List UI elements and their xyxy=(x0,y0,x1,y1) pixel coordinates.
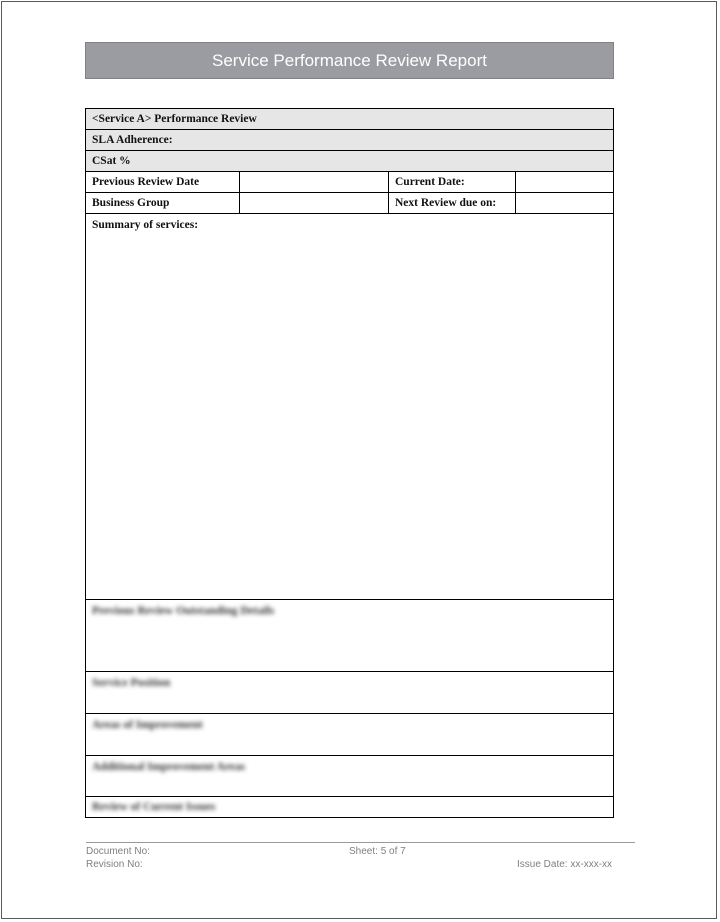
business-group-label: Business Group xyxy=(86,193,240,214)
blurred-section-row xyxy=(86,672,614,714)
blurred-section-area[interactable] xyxy=(86,756,614,797)
blurred-section-label: Additional Improvement Areas xyxy=(92,761,245,773)
next-review-due-field[interactable] xyxy=(516,193,614,214)
summary-of-services-label: Summary of services: xyxy=(92,219,199,231)
footer-document-no: Document No: xyxy=(86,846,150,857)
blurred-section-area[interactable] xyxy=(86,714,614,756)
blurred-section-label: Previous Review Outstanding Details xyxy=(92,605,275,617)
blurred-section-label: Areas of Improvement xyxy=(92,719,203,731)
summary-of-services-area[interactable] xyxy=(86,214,614,600)
previous-review-date-label: Previous Review Date xyxy=(86,172,240,193)
service-review-label: <Service A> Performance Review xyxy=(86,109,614,130)
review-form-table xyxy=(85,108,614,818)
footer-revision-no: Revision No: xyxy=(86,859,143,870)
summary-row xyxy=(86,214,614,600)
blurred-section-label: Review of Current Issues xyxy=(92,801,216,813)
report-title: Service Performance Review Report xyxy=(85,42,614,79)
sla-adherence-row xyxy=(86,130,614,151)
footer-divider xyxy=(86,842,635,843)
blurred-section-area[interactable] xyxy=(86,672,614,714)
blurred-section-area[interactable] xyxy=(86,600,614,672)
blurred-section-label: Service Position xyxy=(92,677,171,689)
previous-review-date-field[interactable] xyxy=(240,172,389,193)
footer-issue-date: Issue Date: xx-xxx-xx xyxy=(517,859,613,870)
next-review-due-label: Next Review due on: xyxy=(389,193,516,214)
blurred-section-row xyxy=(86,797,614,818)
current-date-field[interactable] xyxy=(516,172,614,193)
csat-label: CSat % xyxy=(86,151,614,172)
sla-adherence-label: SLA Adherence: xyxy=(86,130,614,151)
service-review-row xyxy=(86,109,614,130)
blurred-section-area[interactable] xyxy=(86,797,614,818)
blurred-section-row xyxy=(86,756,614,797)
footer-sheet-number: Sheet: 5 of 7 xyxy=(349,846,406,857)
blurred-section-row xyxy=(86,600,614,672)
dates-row xyxy=(86,172,614,193)
blurred-section-row xyxy=(86,714,614,756)
business-group-field[interactable] xyxy=(240,193,389,214)
business-group-row xyxy=(86,193,614,214)
csat-row xyxy=(86,151,614,172)
current-date-label: Current Date: xyxy=(389,172,516,193)
